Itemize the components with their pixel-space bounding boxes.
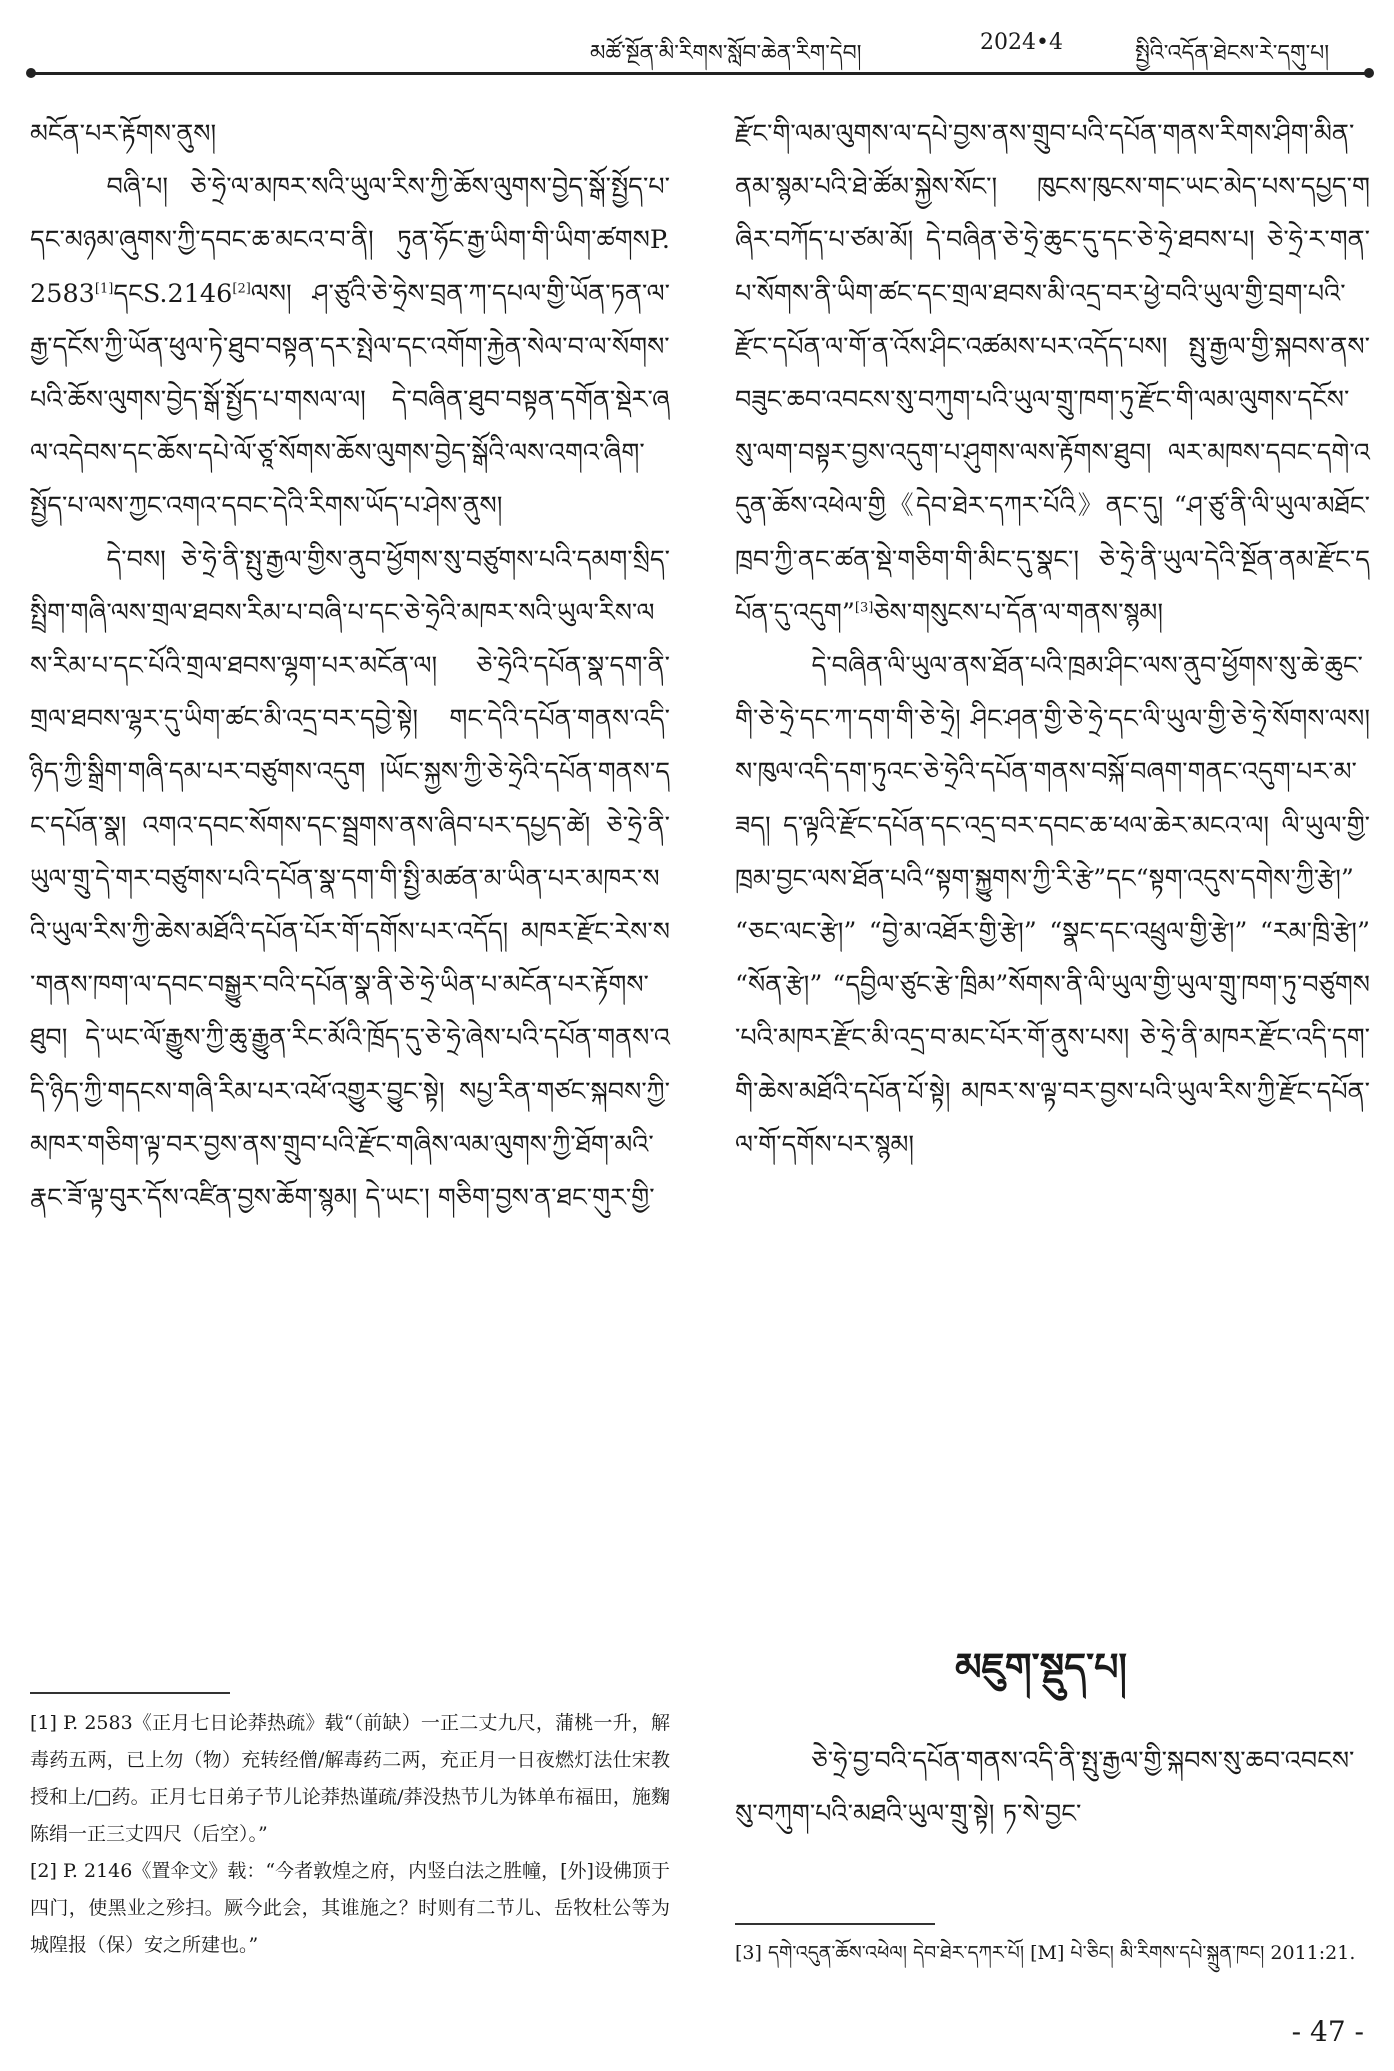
rule-dot-left <box>26 68 36 78</box>
section-heading: མཇུག་སྡུད་པ། <box>955 1644 1127 1689</box>
journal-title: མཚོ་སྔོན་མི་རིགས་སློབ་ཆེན་རིག་དེབ། <box>590 41 862 66</box>
left-intro-line: མངོན་པར་རྟོགས་ནུས། <box>30 119 217 149</box>
footnote-ref-2[interactable]: [2] <box>232 281 251 297</box>
right-column <box>735 108 1370 1172</box>
page-header <box>30 20 1370 90</box>
header-divider <box>30 72 1370 75</box>
page-number: - 47 - <box>1291 2015 1364 2048</box>
footnote-divider-left <box>30 1692 230 1694</box>
right-paragraph-1 <box>735 108 1370 640</box>
footnote-ref-3[interactable]: [3] <box>854 600 874 616</box>
issue-year: 2024•4 <box>980 30 1063 55</box>
right-p1-text-c: ཅེས་གསུངས་པ་དོན་ལ་གནས་སྙམ། <box>873 597 1163 628</box>
left-p1-text-b: དང <box>113 278 143 309</box>
rule-dot-right <box>1364 68 1374 78</box>
conclusion-paragraph: ཅེ་ཧྲེ་བྱ་བའི་དཔོན་གནས་འདི་ནི་སྤུ་རྒྱལ་གྱི་སྐབས་སུ་ཆབ་འབངས་སུ་བཀུག་པའི་མཐའི་ཡུལ་གྲུ་སྟེ། ཏ་སེ་བྱང་ <box>735 1746 1355 1830</box>
left-column <box>30 108 670 1225</box>
right-p1-text-b: ནང་དུ། “ཤ་ཙུ་ནི་ལི་ཡུལ་མཐོང་ཁྲབ་ཀྱི་ནང་ཚན་སྡེ་གཅིག་གི་མིང་དུ་སྣང་། ཅེ་ཧྲེ་ནི་ཡུལ་དེའི་སྔོན་ནམ་རྫོང་དཔོན་དུ་འདུག” <box>735 491 1370 628</box>
footnote-divider-right <box>735 1923 935 1925</box>
left-paragraph-1 <box>30 161 670 533</box>
doc-id-p2583: P.2583 <box>30 225 670 309</box>
left-paragraph-2: དེ་བས། ཅེ་ཧྲེ་ནི་སྤུ་རྒྱལ་གྱིས་ནུབ་ཕྱོགས་སུ་བཙུགས་པའི་དམག་སྲིད་སྤྲིག་གཞི་ལས་གྲལ་ཐབས་རིམ་པ་བཞི་པ་དང་ཅེ་ཧྲེའི་མཁར་སའི་ཡུལ་རིས་ལས་རིམ་པ་དང་པོའི་གྲལ་ཐབས་ལྷག་པར་མངོན་ལ། ཅེ་ཧྲེའི་དཔོན་སྣ་དག་ནི་གྲལ་ཐབས་ལྷར་དུ་ཡིག་ཚང་མི་འདྲ་བར་དབྱེ་སྟེ། གང་དེའི་དཔོན་གནས་འདི་ཉིད་ཀྱི་སྒྲིག་གཞི་དམ་པར་བཙུགས་འདུག །ཡོང་སྐྱས་ཀྱི་ཅེ་ཧྲེའི་དཔོན་གནས་དང་དཔོན་སྣ། འགའ་དབང་སོགས་དང་སྦྲགས་ནས་ཞིབ་པར་དཔྱད་ཚེ། ཅེ་ཧྲེ་ནི་ཡུལ་གྲུ་དེ་གར་བཙུགས་པའི་དཔོན་སྣ་དག་གི་སྤྱི་མཚན་མ་ཡིན་པར་མཁར་སའི་ཡུལ་རིས་ཀྱི་ཆེས་མཐོའི་དཔོན་པོར་གོ་དགོས་པར་འདོད། མཁར་རྫོང་རེས་ས་གནས་ཁག་ལ་དབང་བསྒྱུར་བའི་དཔོན་སྣ་ནི་ཅེ་ཧྲེ་ཡིན་པ་མངོན་པར་རྟོགས་ཐུབ། དེ་ཡང་ལོ་རྒྱུས་ཀྱི་ཆུ་རྒྱུན་རིང་མོའི་ཁྲོད་དུ་ཅེ་ཧྲེ་ཞེས་པའི་དཔོན་གནས་འདི་ཉིད་ཀྱི་གདངས་གཞི་རིམ་པར་འཕོ་འགྱུར་བྱུང་སྟེ། སཔྱ་རིན་གཙང་སྐབས་ཀྱི་མཁར་གཅིག་ལྟ་བར་བྱས་ནས་གྲུབ་པའི་རྫོང་གཞིས་ལམ་ལུགས་ཀྱི་ཐོག་མའི་རྣང་ཟོ་ལྟ་བུར་དོས་འཛིན་བྱས་ཆོག་སྙམ། དེ་ཡང༌། གཅིག་བྱས་ན་ཐང་གུར་གྱི་ <box>30 544 670 1214</box>
right-p1-text-a: རྫོང་གི་ལམ་ལུགས་ལ་དཔེ་བྱས་ནས་གྲུབ་པའི་དཔོན་གནས་རིགས་ཤིག་མིན་ནམ་སྙམ་པའི་ཐེ་ཚོམ་སྐྱེས་སོང༌། ཁུངས་ཁུངས་གང་ཡང་མེད་པས་དཔྱད་གཞིར་བཀོད་པ་ཙམ་མོ། དེ་བཞིན་ཅེ་ཧྲེ་ཆུང་དུ་དང་ཅེ་ཧྲེ་ཐབས་པ། ཅེ་ཧྲེ་ར་གན་པ་སོགས་ནི་ཡིག་ཚང་དང་གྲལ་ཐབས་མི་འདྲ་བར་ཕྱེ་བའི་ཡུལ་གྱི་བྲག་པའི་རྫོང་དཔོན་ལ་གོ་ན་འོས་ཤིང་འཚམས་པར་འདོད་པས། སྤུ་རྒྱལ་གྱི་སྐབས་ནས་བཟུང་ཆབ་འབངས་སུ་བཀུག་པའི་ཡུལ་གྲུ་ཁག་ཏུ་རྫོང་གི་ལམ་ལུགས་དངོས་སུ་ལག་བསྟར་བྱས་འདུག་པ་ཤུགས་ལས་རྟོགས་ཐུབ། ལར་མཁས་དབང་དགེ་འདུན་ཆོས་འཕེལ་གྱི <box>735 119 1370 522</box>
footnotes-left <box>30 1705 670 1964</box>
footnote-3: [3] དགེ་འདུན་ཆོས་འཕེལ། དེབ་ཐེར་དཀར་པོ། [M] པེ་ཅིང། མི་རིགས་དཔེ་སྐྲུན་ཁང། 2011:21. <box>735 1942 1356 1964</box>
left-p1-text-c: ལས། ཤ་ཙུའི་ཅེ་ཧྲེས་བྲན་ཀ་དཔལ་གྱི་ཡོན་ཏན་ལ་རྒྱ་དངོས་ཀྱི་ཡོན་ཕུལ་ཏེ་ཐུབ་བསྟན་དར་སྤེལ་དང་འགོག་རྐྱེན་སེལ་བ་ལ་སོགས་པའི་ཆོས་ལུགས་བྱེད་སྒོ་སྤྱོད་པ་གསལ་ལ། དེ་བཞིན་ཐུབ་བསྟན་དགོན་སྡེར་ཞལ་འདེབས་དང་ཆོས་དཔེ་ལོ་ཙཱ་སོགས་ཆོས་ལུགས་བྱེད་སྒོའི་ལས་འགའ་ཞིག་སྤྱོད་པ་ལས་ཀྱང་འགའ་དབང་དེའི་རིགས་ཡོད་པ་ཤེས་ནུས། <box>30 278 670 522</box>
footnote-2: [2] P. 2146《置伞文》载：“今者敦煌之府，内竖白法之胜幢，[外]设佛顶于四门，使黑业之殄扫。厥今此会，其谁施之？时则有二节儿、岳牧杜公等为城隍报（保）安之所建也。” <box>30 1860 670 1956</box>
issue-number: སྤྱིའི་འདོན་ཐེངས་རེ་དགུ་པ། <box>1135 41 1330 66</box>
doc-id-s2146: S.2146 <box>142 278 233 309</box>
right-paragraph-2: དེ་བཞིན་ལི་ཡུལ་ནས་ཐོན་པའི་ཁྲམ་ཤིང་ལས་ནུབ་ཕྱོགས་སུ་ཆེ་ཆུང་གི་ཅེ་ཧྲེ་དང་ཀ་དག་གི་ཅེ་ཧྲེ། ཤིང་ཤན་གྱི་ཅེ་ཧྲེ་དང་ལི་ཡུལ་གྱི་ཅེ་ཧྲེ་སོགས་ལས། ས་ཁུལ་འདི་དག་ཏུའང་ཅེ་ཧྲེའི་དཔོན་གནས་བསྐོ་བཞག་གནང་འདུག་པར་མ་ཟད། ད་ལྟའི་རྫོང་དཔོན་དང་འདྲ་བར་དབང་ཆ་ཕལ་ཆེར་མངའ་ལ། ལི་ཡུལ་གྱི་ཁྲམ་བྱང་ལས་ཐོན་པའི“སྟག་སྐྱུགས་ཀྱི་རི་རྩེ”དང“སྟག་འདུས་དགེས་ཀྱི་རྩེ།” “ཅང་ལང་རྩེ།” “བྱེ་མ་འཐོར་གྱི་རྩེ།” “སྣང་དང་འཕྲུལ་གྱི་རྩེ།” “རམ་ཁྲི་རྩེ།” “སོན་རྩེ།” “དབྱིལ་ཙུང་རྩེ་ཁྲིམ”སོགས་ནི་ལི་ཡུལ་གྱི་ཡུལ་གྲུ་ཁག་ཏུ་བཙུགས་པའི་མཁར་རྫོང་མི་འདྲ་བ་མང་པོར་གོ་ནུས་པས། ཅེ་ཧྲེ་ནི་མཁར་རྫོང་འདི་དག་གི་ཆེས་མཐོའི་དཔོན་པོ་སྟེ། མཁར་ས་ལྟ་བར་བྱས་པའི་ཡུལ་རིས་ཀྱི་རྫོང་དཔོན་ལ་གོ་དགོས་པར་སྙམ། <box>735 651 1370 1160</box>
footnote-1: [1] P. 2583《正月七日论莽热疏》载“（前缺）一正二丈九尺，蒲桃一升，解毒药五两，已上勿（物）充转经僧/解毒药二两，充正月一日夜燃灯法仕宋教授和上/□药。正月七日弟子节儿论莽热谨疏/莽没热节儿为钵单布福田，施麴陈绢一正三丈四尺（后空）。” <box>30 1712 670 1845</box>
conclusion-block <box>735 1735 1370 1841</box>
footnotes-right <box>735 1935 1370 1972</box>
book-title: 《དེབ་ཐེར་དཀར་པོའི》 <box>885 491 1106 522</box>
footnote-ref-1[interactable]: [1] <box>94 281 114 297</box>
left-p1-text-a: བཞི་པ། ཅེ་ཧྲེ་ལ་མཁར་སའི་ཡུལ་རིས་ཀྱི་ཆོས་ལུགས་བྱེད་སྒོ་སྤྱོད་པ་དང་མཉམ་ཞུགས་ཀྱི་དབང་ཆ་མངའ་བ་ནི། ཏུན་ཧོང་རྒྱ་ཡིག་གི་ཡིག་ཚགས <box>30 172 670 256</box>
